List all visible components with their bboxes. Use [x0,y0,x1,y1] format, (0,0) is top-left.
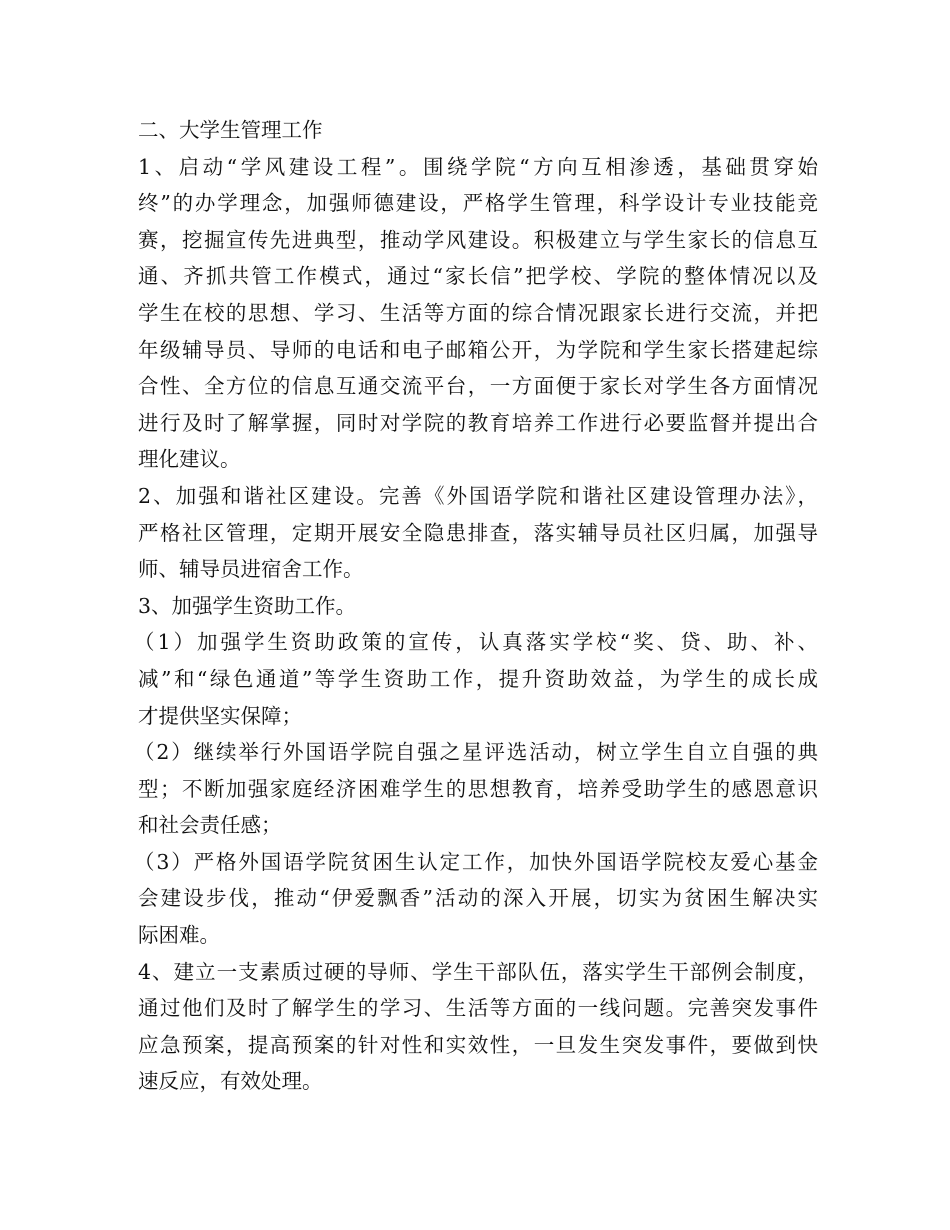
paragraph-2-line: 2、加强和谐社区建设。完善《外国语学院和谐社区建设管理办法》， [138,483,818,508]
paragraph-4-line: 通过他们及时了解学生的学习、生活等方面的一线问题。完善突发事件 [138,996,818,1021]
paragraph-1-line: 赛，挖掘宣传先进典型，推动学风建设。积极建立与学生家长的信息互 [138,227,818,252]
paragraph-1-line: 1、启动“学风建设工程”。围绕学院“方向互相渗透，基础贯穿始 [138,154,818,179]
subitem-2-line: （2）继续举行外国语学院自强之星评选活动，树立学生自立自强的典 [134,740,818,765]
paragraph-4-line: 速反应，有效处理。 [138,1069,323,1094]
subitem-3-line: 会建设步伐，推动“伊爱飘香”活动的深入开展，切实为贫困生解决实 [138,886,818,911]
paragraph-1-line: 合性、全方位的信息互通交流平台，一方面便于家长对学生各方面情况 [138,374,818,399]
paragraph-1-line: 进行及时了解掌握，同时对学院的教育培养工作进行必要监督并提出合 [138,410,818,435]
subitem-3-line: （3）严格外国语学院贫困生认定工作，加快外国语学院校友爱心基金 [134,849,818,874]
subitem-2-line: 型；不断加强家庭经济困难学生的思想教育，培养受助学生的感恩意识 [138,776,818,801]
subitem-1-line: 才提供坚实保障； [138,703,302,728]
paragraph-1-line: 年级辅导员、导师的电话和电子邮箱公开，为学院和学生家长搭建起综 [138,337,818,362]
paragraph-1-line: 终”的办学理念，加强师德建设，严格学生管理，科学设计专业技能竞 [138,191,818,216]
document-body [134,112,818,1100]
section-heading: 二、大学生管理工作 [138,118,323,142]
paragraph-2-line: 师、辅导员进宿舍工作。 [138,557,364,582]
subitem-3-line: 际困难。 [138,923,220,948]
paragraph-2-line: 严格社区管理，定期开展安全隐患排查，落实辅导员社区归属，加强导 [138,520,818,545]
paragraph-1-line: 学生在校的思想、学习、生活等方面的综合情况跟家长进行交流，并把 [138,300,818,325]
subitem-1-line: （1）加强学生资助政策的宣传，认真落实学校“奖、贷、助、补、 [134,630,818,655]
paragraph-1-line: 通、齐抓共管工作模式，通过“家长信”把学校、学院的整体情况以及 [138,264,818,289]
subitem-2-line: 和社会责任感； [138,813,282,838]
paragraph-4-line: 应急预案，提高预案的针对性和实效性，一旦发生突发事件，要做到快 [138,1032,818,1057]
paragraph-1-line: 理化建议。 [138,447,241,472]
paragraph-4-line: 4、建立一支素质过硬的导师、学生干部队伍，落实学生干部例会制度， [138,959,818,984]
subitem-1-line: 减”和“绿色通道”等学生资助工作，提升资助效益，为学生的成长成 [138,666,818,691]
paragraph-3-heading: 3、加强学生资助工作。 [138,593,357,618]
